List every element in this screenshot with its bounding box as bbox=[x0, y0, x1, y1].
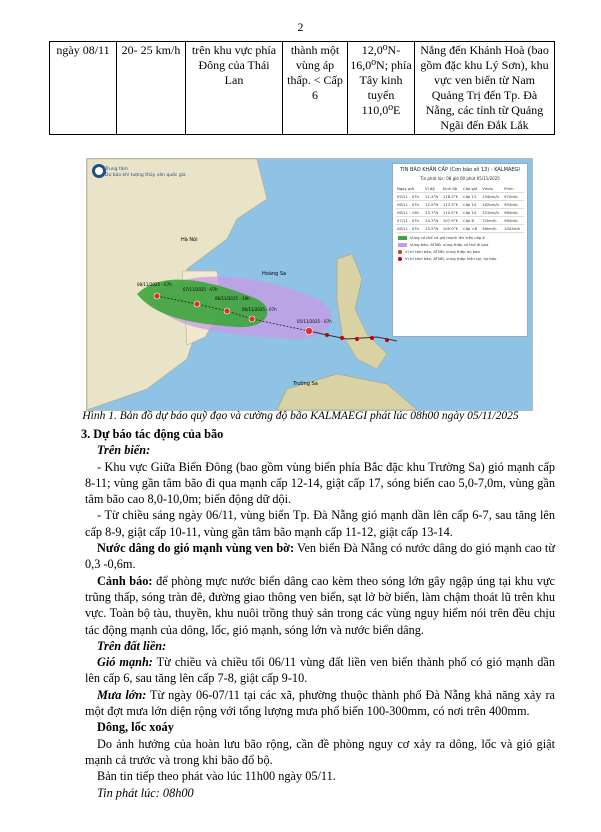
point-label: 06/11/2025 - 19h bbox=[215, 296, 250, 301]
next-bulletin: Bản tin tiếp theo phát vào lúc 11h00 ngày 05/11. bbox=[97, 769, 336, 784]
place-label: Trường Sa bbox=[293, 381, 318, 387]
panel-cell: 06/11 - 19h bbox=[396, 209, 424, 217]
table-row bbox=[50, 42, 555, 135]
legend-label: Vị trí tâm bão, ATNĐ, vùng thấp hiện tại, dự báo bbox=[405, 256, 497, 261]
panel-cell: 1004mb bbox=[503, 225, 524, 233]
rain-paragraph bbox=[85, 687, 555, 720]
panel-cell: 11.4°N bbox=[424, 193, 442, 201]
panel-cell: 110.5°E bbox=[442, 209, 462, 217]
warning-label: Cảnh báo: bbox=[97, 573, 153, 588]
point-label: 08/11/2025 - 07h bbox=[137, 282, 172, 287]
panel-cell: 113.3°E bbox=[442, 201, 462, 209]
surge-text: Ven biển Đà Nẵng có nước dâng do gió mạnh cao từ 0,3 -0,6m. bbox=[85, 541, 555, 572]
legend-item bbox=[398, 249, 527, 254]
map-logo-text bbox=[105, 167, 186, 179]
panel-header-cell: Vĩ độ bbox=[424, 185, 442, 193]
point-label: 06/11/2025 - 07h bbox=[242, 307, 277, 312]
section-title: 3. Dự báo tác động của bão bbox=[81, 427, 224, 441]
panel-header-cell: Cấp gió bbox=[462, 185, 481, 193]
panel-header-cell: Pmin bbox=[503, 185, 524, 193]
place-label: Hà Nội bbox=[181, 237, 198, 243]
panel-subtitle: Tin phát lúc: 08 giờ 00 phút 05/11/2025 bbox=[420, 176, 500, 181]
panel-cell: 07/11 - 07h bbox=[396, 217, 424, 225]
place-label: Hoàng Sa bbox=[262, 271, 287, 277]
storm-track-map bbox=[86, 158, 533, 411]
land-title: Trên đất liền: bbox=[97, 638, 167, 653]
panel-cell: 06/11 - 07h bbox=[396, 201, 424, 209]
surge-label: Nước dâng do gió mạnh vùng ven bờ: bbox=[97, 541, 295, 556]
panel-cell: 36km/h bbox=[481, 225, 503, 233]
table-cell-time: ngày 08/11 bbox=[50, 42, 117, 135]
figure-caption: Hình 1. Bản đồ dự báo quỹ đạo và cường độ bão KALMAEGI phát lúc 08h00 ngày 05/11/2025 bbox=[82, 410, 519, 422]
wind-label: Gió mạnh: bbox=[97, 655, 153, 670]
point-label: 05/11/2025 - 07h bbox=[297, 319, 332, 324]
panel-cell: 118.3°E bbox=[442, 193, 462, 201]
bulletin-panel bbox=[392, 163, 528, 337]
legend-item bbox=[398, 256, 527, 261]
wind-paragraph bbox=[85, 654, 555, 687]
panel-cell: 151km/h bbox=[481, 209, 503, 217]
panel-cell: 13.7°N bbox=[424, 209, 442, 217]
table-row bbox=[396, 225, 524, 233]
wind-text: Từ chiều và chiều tối 06/11 vùng đất liền ven biển thành phố có gió mạnh dần lên cấp 6, sau tăng lên cấp 7-8, giật cấp 9-10. bbox=[85, 655, 555, 686]
storm-title: Dông, lốc xoáy bbox=[97, 720, 174, 735]
table-cell-intensity: thành một vùng áp thấp. < Cấp 6 bbox=[283, 42, 348, 135]
sea-paragraph-1: - Khu vực Giữa Biển Đông (bao gồm vùng biển phía Bắc đặc khu Trường Sa) gió mạnh cấp 8-11; vùng gần tâm bão đi qua mạnh cấp 12-14, giật cấp 17, sóng biển cao 5,0-7,0m, vùng gần tâm bão cao 8,0-10,0m; biển động dữ dội. bbox=[85, 459, 555, 507]
panel-cell: 990mb bbox=[503, 217, 524, 225]
logo-line: Trung tâm bbox=[105, 167, 128, 172]
panel-cell: 970mb bbox=[503, 193, 524, 201]
storm-paragraph: Do ảnh hưởng của hoàn lưu bão rộng, cần đề phòng nguy cơ xảy ra dông, lốc và gió giật mạnh cả trước và trong khi bão đổ bộ. bbox=[85, 736, 555, 767]
table-cell-area: 12,0⁰N-16,0⁰N; phía Tây kinh tuyến 110,0⁰E bbox=[348, 42, 415, 135]
legend-label: Vùng bão, ATNĐ, vùng thấp có thể đi qua bbox=[410, 242, 489, 247]
table-row bbox=[396, 209, 524, 217]
document-body bbox=[81, 426, 555, 801]
page-number: 2 bbox=[297, 20, 304, 34]
panel-cell: Cấp 14 bbox=[462, 209, 481, 217]
panel-cell: 960mb bbox=[503, 209, 524, 217]
panel-cell: 05/11 - 07h bbox=[396, 193, 424, 201]
legend-label: Vùng có thể có gió mạnh lên trên cấp 6 bbox=[410, 235, 485, 240]
issued-time: Tin phát lúc: 08h00 bbox=[97, 785, 194, 800]
forecast-table bbox=[49, 41, 555, 135]
panel-cell: Cấp 8 bbox=[462, 217, 481, 225]
warning-paragraph bbox=[85, 573, 555, 638]
table-cell-impact: Nắng đến Khánh Hoà (bao gồm đặc khu Lý Sơn), khu vực ven biển từ Nam Quảng Trị đến Tp. Đà Nẵng, các tỉnh từ Quảng Ngãi đến Đắk Lắk bbox=[415, 42, 555, 135]
purple-swatch-icon bbox=[398, 243, 407, 247]
panel-header-cell: Vmax bbox=[481, 185, 503, 193]
panel-cell: 107.9°E bbox=[442, 217, 462, 225]
table-cell-location: trên khu vực phía Đông của Thái Lan bbox=[186, 42, 283, 135]
panel-cell: 105.0°E bbox=[442, 225, 462, 233]
sea-title: Trên biển: bbox=[97, 443, 151, 458]
storm-current-icon bbox=[398, 257, 402, 261]
panel-cell: 72km/h bbox=[481, 217, 503, 225]
panel-cell: 14.3°N bbox=[424, 217, 442, 225]
point-label: 07/11/2025 - 07h bbox=[183, 287, 218, 292]
surge-paragraph bbox=[85, 540, 555, 573]
legend-item bbox=[398, 235, 527, 240]
rain-text: Từ ngày 06-07/11 tại các xã, phường thuộc thành phố Đà Nẵng khả năng xảy ra một đợt mưa lớn diện rộng với tổng lượng mưa phổ biến 100-300mm, có nơi trên 400mm. bbox=[85, 687, 555, 719]
panel-cell: Cấp 14 bbox=[462, 201, 481, 209]
storm-point-icon bbox=[398, 250, 402, 254]
panel-cell: Cấp 13 bbox=[462, 193, 481, 201]
panel-cell: 134km/h bbox=[481, 193, 503, 201]
table-row bbox=[396, 217, 524, 225]
panel-cell: 15.5°N bbox=[424, 225, 442, 233]
table-row bbox=[396, 193, 524, 201]
table-row bbox=[396, 185, 524, 193]
panel-cell: Cấp <6 bbox=[462, 225, 481, 233]
green-swatch-icon bbox=[398, 236, 407, 240]
panel-cell: 12.9°N bbox=[424, 201, 442, 209]
panel-cell: 955mb bbox=[503, 201, 524, 209]
panel-header-cell: Kinh độ bbox=[442, 185, 462, 193]
panel-header-cell: Ngày giờ bbox=[396, 185, 424, 193]
legend-item bbox=[398, 242, 527, 247]
panel-table bbox=[396, 185, 524, 233]
table-row bbox=[396, 201, 524, 209]
legend-label: Vị trí tâm bão, ATNĐ, vùng thấp dự báo bbox=[405, 249, 480, 254]
table-cell-speed: 20- 25 km/h bbox=[117, 42, 186, 135]
panel-title: TIN BÃO KHẨN CẤP (Cơn bão số 13) - KALMAEGI bbox=[400, 167, 520, 173]
sea-paragraph-2: - Từ chiều sáng ngày 06/11, vùng biển Tp. Đà Nẵng gió mạnh dần lên cấp 6-7, sau tăng lên cấp 8-9, giật cấp 10-11, vùng gần tâm bão mạnh cấp 11-12, giật cấp 13-14. bbox=[85, 508, 555, 539]
panel-cell: 162km/h bbox=[481, 201, 503, 209]
rain-label: Mưa lớn: bbox=[97, 687, 147, 702]
panel-cell: 08/11 - 07h bbox=[396, 225, 424, 233]
logo-line: Dự báo khí tượng thủy văn quốc gia bbox=[105, 173, 186, 178]
warning-text: để phòng mực nước biển dâng cao kèm theo sóng lớn gây ngập úng tại khu vực trũng thấp, sóng tràn đê, đường giao thông ven biển, sạt lở bờ biển, làm chậm thoát lũ trên khu vực. Toàn bộ tàu, thuyền, khu nuôi trồng thuỷ sản trong các vùng nguy hiểm nói trên đều chịu tác động mạnh của dông, lốc, gió mạnh, sóng lớn và nước biển dâng. bbox=[85, 573, 555, 637]
